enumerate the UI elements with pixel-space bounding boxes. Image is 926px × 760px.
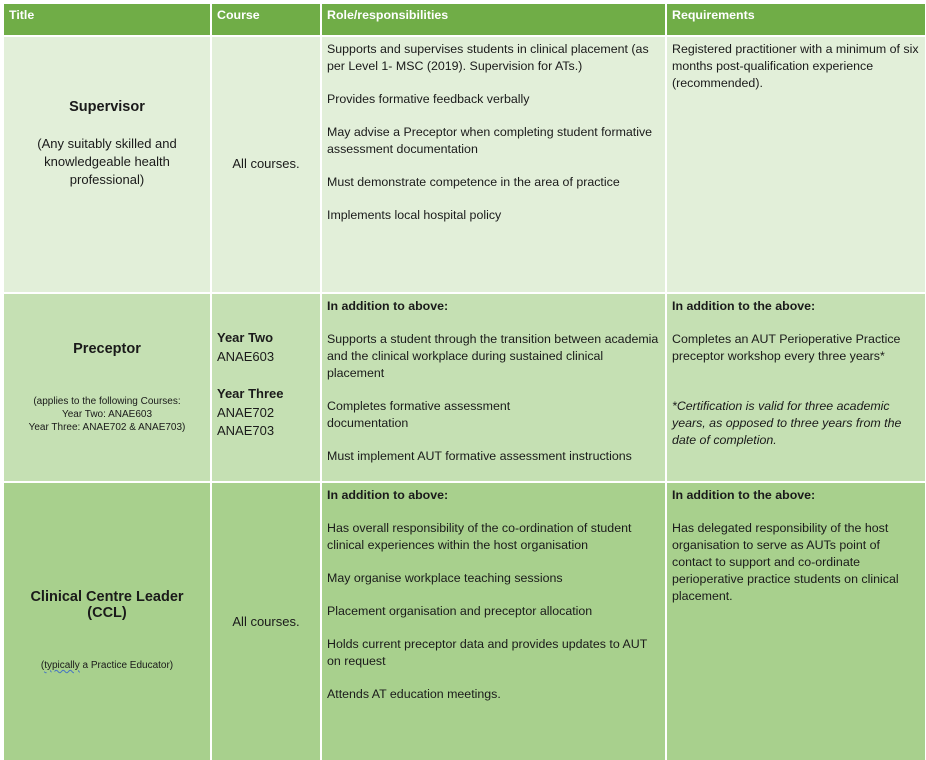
role-item: Supports a student through the transition between academia and the clinical workplace during sustained clinical placement [327,332,659,380]
course-text: All courses. [232,614,300,629]
header-course: Course [212,4,320,35]
requirement-item: Has delegated responsibility of the host organisation to serve as AUTs point of contact to support and co-ordinate perioperative practice students on clinical placement. [672,521,899,603]
roles-heading: In addition to above: [327,299,449,313]
course-group-heading: Year Two [217,330,274,345]
title-cell [4,37,210,292]
requirement-item: Registered practitioner with a minimum of six months post-qualification experience (recommended). [672,42,919,90]
table-row-ccl [4,483,925,760]
header-title: Title [4,4,210,35]
role-title: Supervisor [69,99,145,115]
role-item: Implements local hospital policy [327,208,502,222]
role-item: Provides formative feedback verbally [327,92,530,106]
header-row [4,4,925,35]
role-item: Completes formative assessment documentation [327,399,511,430]
role-item: Must demonstrate competence in the area of practice [327,175,620,189]
title-note-line: Year Three: ANAE702 & ANAE703) [28,422,186,433]
requirements-heading: In addition to the above: [672,299,816,313]
role-item: Attends AT education meetings. [327,687,501,701]
role-item: Has overall responsibility of the co-ordination of student clinical experiences within the host organisation [327,521,632,552]
role-item: May organise workplace teaching sessions [327,571,563,585]
title-note-line: (applies to the following Courses: [33,396,181,407]
requirements-heading: In addition to the above: [672,488,816,502]
header-role: Role/responsibilities [322,4,665,35]
role-item: Supports and supervises students in clinical placement (as per Level 1- MSC (2019). Supervision for ATs.) [327,42,649,73]
requirements-cell [667,37,925,292]
roles-cell [322,37,665,292]
course-group-heading: Year Three [217,386,284,401]
requirement-note: *Certification is valid for three academic years, as opposed to three years from the date of completion. [672,399,902,447]
role-title: Preceptor [73,341,141,357]
title-note-line: professional) [69,172,145,187]
role-item: Holds current preceptor data and provides updates to AUT on request [327,637,648,668]
roles-heading: In addition to above: [327,488,449,502]
requirements-cell [667,483,925,760]
requirement-item: Completes an AUT Perioperative Practice preceptor workshop every three years* [672,332,901,363]
title-cell [4,483,210,760]
course-cell [212,294,320,481]
title-note [14,135,200,189]
course-code: ANAE703 [217,423,275,438]
course-code: ANAE702 [217,404,275,420]
table-row-supervisor [4,37,925,292]
course-text: All courses. [232,156,300,171]
title-note: (typically a Practice Educator) [40,660,174,671]
table-row-preceptor [4,294,925,481]
role-item: Placement organisation and preceptor allocation [327,604,593,618]
course-code: ANAE603 [217,348,275,364]
course-cell [212,483,320,760]
role-item: May advise a Preceptor when completing student formative assessment documentation [327,125,653,156]
role-title: Clinical Centre Leader (CCL) [30,589,184,621]
title-note [14,395,200,434]
title-note-line: knowledgeable health [44,154,170,169]
roles-cell [322,483,665,760]
title-note-line: (Any suitably skilled and [37,136,177,151]
role-item: Must implement AUT formative assessment instructions [327,449,632,463]
title-note-rest: a Practice Educator) [79,660,174,671]
title-cell [4,294,210,481]
title-note-word: typically [44,660,80,671]
header-requirements: Requirements [667,4,925,35]
title-note-line: Year Two: ANAE603 [61,409,153,420]
requirements-cell [667,294,925,481]
course-cell [212,37,320,292]
roles-cell [322,294,665,481]
